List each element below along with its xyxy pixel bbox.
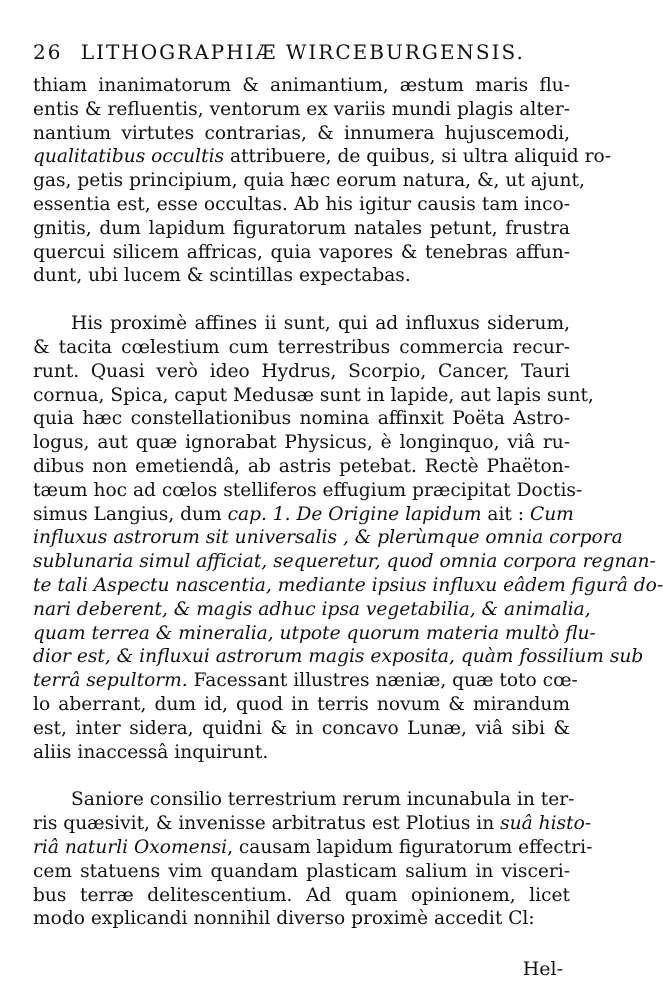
italic-text: qualitatibus occultis — [33, 146, 225, 168]
text-line — [33, 693, 570, 717]
text-line — [33, 884, 570, 908]
text-line — [33, 741, 570, 765]
text-line — [33, 717, 570, 741]
text-line — [33, 312, 570, 336]
text-segment: Facessant illustres næniæ, quæ toto cœ- — [187, 670, 578, 692]
paragraph — [33, 312, 663, 764]
italic-text: nari deberent, & magis adhuc ipsa vegetabilia, & animalia, — [33, 598, 591, 620]
text-line — [33, 455, 570, 479]
italic-text: influxus astrorum sit universalis , & plerùmque omnia corpora — [33, 527, 623, 549]
running-title: LITHOGRAPHIÆ WIRCEBURGENSIS. — [80, 40, 525, 64]
text-line — [33, 526, 623, 550]
text-line — [33, 598, 591, 622]
text-line — [33, 264, 570, 288]
text-line — [33, 550, 656, 574]
text-segment: est, inter sidera, quidni & in concavo Lunæ, viâ sibi & — [33, 717, 570, 739]
text-line — [33, 836, 593, 860]
text-segment: cem statuens vim quandam plasticam salium in visceri- — [33, 860, 570, 882]
text-segment: His proximè affines ii sunt, qui ad influxus siderum, — [71, 313, 570, 335]
text-segment: cornua, Spica, caput Medusæ sunt in lapide, aut lapis sunt, — [33, 384, 594, 406]
text-segment: attribuere, de quibus, si ultra aliquid ro- — [224, 146, 611, 168]
text-line — [33, 669, 578, 693]
text-segment: nantium virtutes contrarias, & innumera hujuscemodi, — [33, 122, 570, 144]
text-line — [33, 431, 570, 455]
text-line — [33, 407, 570, 431]
text-line — [33, 479, 583, 503]
body-text — [33, 74, 663, 931]
paragraph-gap — [33, 288, 570, 312]
text-line — [33, 360, 570, 384]
text-line — [33, 145, 611, 169]
text-line — [33, 74, 570, 98]
text-line — [33, 788, 575, 812]
text-line — [33, 812, 592, 836]
text-segment: quia hæc constellationibus nomina affinxit Poëta Astro- — [33, 408, 570, 430]
text-segment: Saniore consilio terrestrium rerum incunabula in ter- — [71, 789, 575, 811]
text-line — [33, 860, 570, 884]
text-segment: & tacita cœlestium cum terrestribus commercia recur- — [33, 336, 570, 358]
italic-text: dior est, & influxui astrorum magis exposita, quàm fossilium sub — [33, 646, 644, 668]
text-line — [33, 574, 663, 598]
text-line — [33, 217, 570, 241]
text-line — [33, 907, 570, 931]
page-number: 26 — [33, 40, 63, 64]
text-segment: ris quæsivit, & invenisse arbitratus est Plotius in — [33, 813, 501, 835]
italic-text: quam terrea & mineralia, utpote quorum materia multò flu- — [33, 622, 596, 644]
text-line — [33, 169, 585, 193]
text-segment: ait : — [481, 503, 530, 525]
running-header — [33, 40, 570, 64]
text-segment: gnitis, dum lapidum figuratorum natales petunt, frustra — [33, 217, 570, 239]
text-segment: dibus non emetiendâ, ab astris petebat. Rectè Phaëton- — [33, 455, 570, 477]
text-segment: quercui silicem affricas, quia vapores & tenebras affun- — [33, 241, 570, 263]
text-segment: simus Langius, dum — [33, 503, 228, 525]
text-segment: entis & refluentis, ventorum ex variis mundi plagis alter- — [33, 98, 570, 120]
italic-text: cap. 1. De Origine lapidum — [227, 503, 482, 525]
text-line — [33, 241, 570, 265]
italic-text: sublunaria simul afficiat, sequeretur, quod omnia corpora regnan- — [33, 551, 656, 573]
text-line — [33, 645, 644, 669]
text-segment: essentia est, esse occultas. Ab his igitur causis tam inco- — [33, 193, 570, 215]
italic-text: suâ histo- — [500, 813, 592, 835]
text-segment: lo aberrant, dum id, quod in terris novum & mirandum — [33, 693, 570, 715]
text-segment: runt. Quasi verò ideo Hydrus, Scorpio, Cancer, Tauri — [33, 360, 570, 382]
text-segment: dunt, ubi lucem & scintillas expectabas. — [33, 265, 411, 287]
text-segment: bus terræ delitescentium. Ad quam opinionem, licet — [33, 884, 570, 906]
italic-text: terrâ sepultorm. — [33, 670, 188, 692]
paragraph — [33, 788, 593, 931]
italic-text: riâ naturli Oxomensi — [33, 836, 228, 858]
text-segment: gas, petis principium, quia hæc eorum natura, &, ut ajunt, — [33, 170, 585, 192]
text-line — [33, 622, 596, 646]
paragraph-gap — [33, 764, 570, 788]
text-segment: aliis inaccessâ inquirunt. — [33, 741, 269, 763]
text-line — [33, 503, 574, 527]
text-segment: thiam inanimatorum & animantium, æstum maris flu- — [33, 75, 570, 96]
text-segment: , causam lapidum figuratorum effectri- — [227, 836, 593, 858]
text-segment: modo explicandi nonnihil diverso proximè accedit Cl: — [33, 908, 535, 930]
text-segment: logus, aut quæ ignorabat Physicus, è longinquo, viâ ru- — [33, 432, 570, 454]
text-line — [33, 98, 570, 122]
italic-text: Cum — [529, 503, 574, 525]
text-line — [33, 384, 594, 408]
paragraph — [33, 74, 611, 288]
text-segment: tæum hoc ad cœlos stelliferos effugium præcipitat Doctis- — [33, 479, 583, 501]
italic-text: te tali Aspectu nascentia, mediante ipsius influxu eâdem figurâ do- — [33, 574, 663, 596]
text-line — [33, 336, 570, 360]
catchword: Hel- — [522, 958, 563, 980]
text-line — [33, 193, 570, 217]
text-line — [33, 122, 570, 146]
